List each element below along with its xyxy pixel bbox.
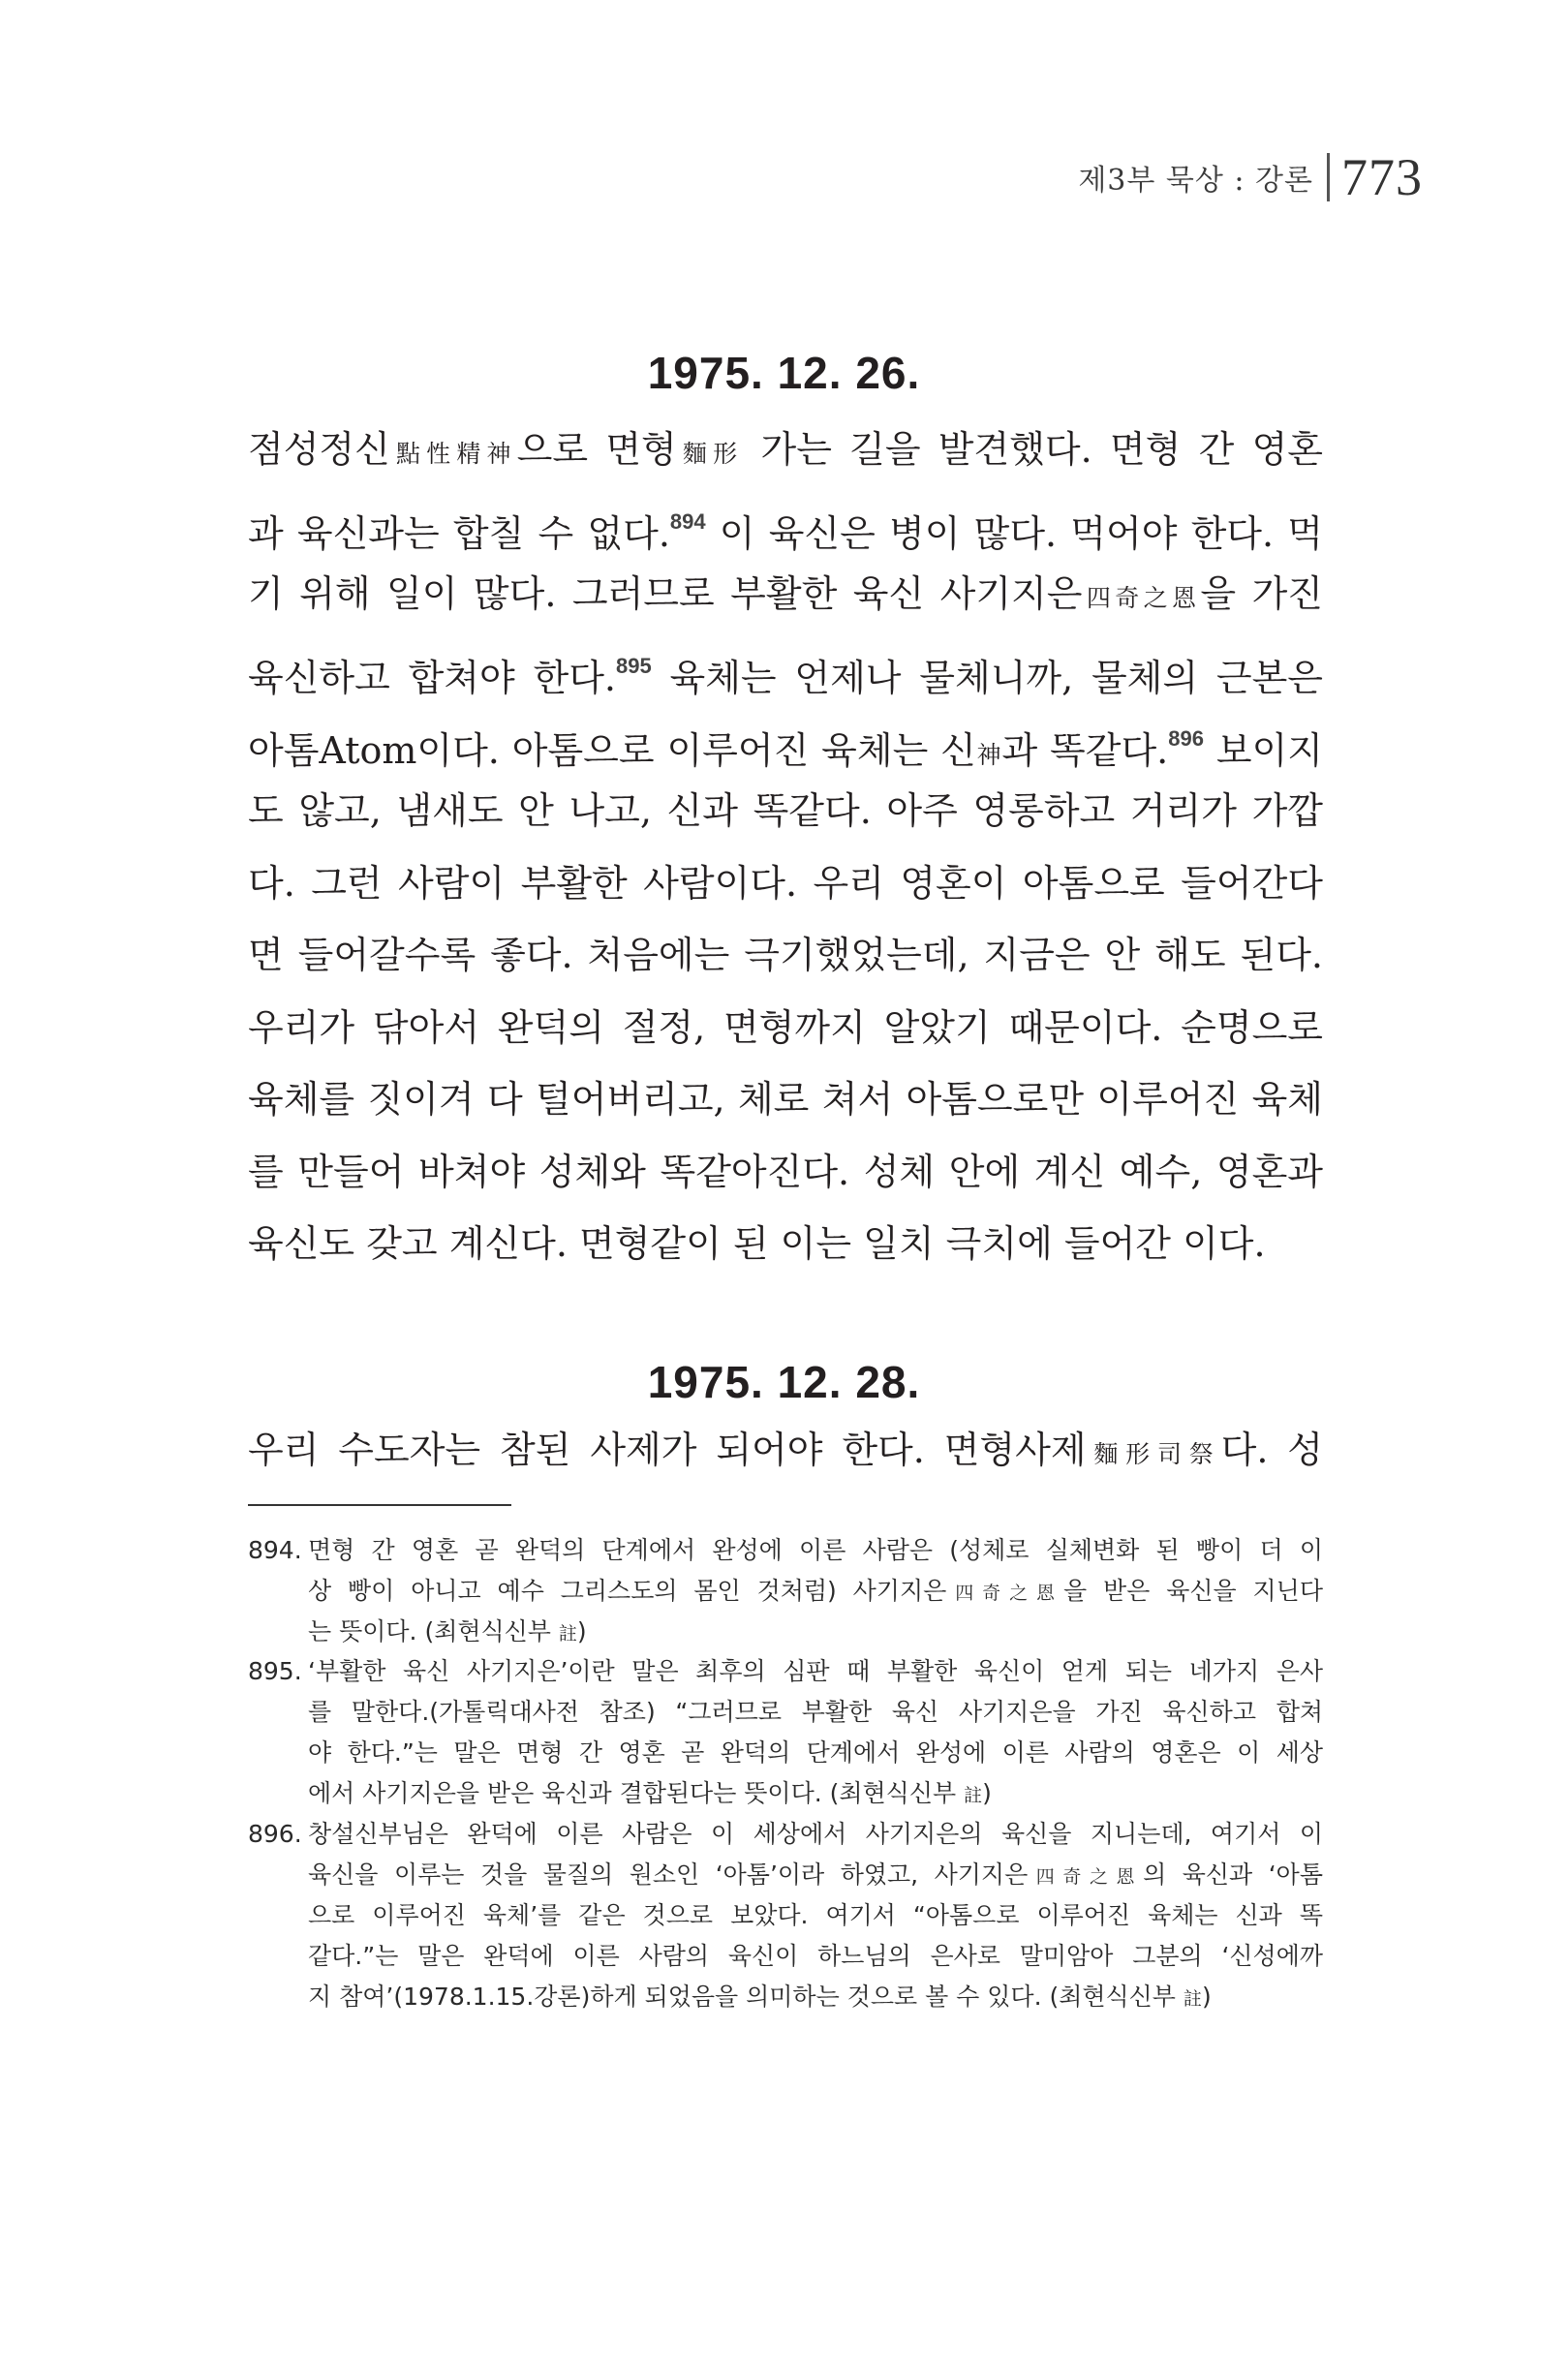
hanja-gloss: 神 xyxy=(975,741,1002,769)
footnote-number: 895. xyxy=(248,1657,302,1685)
hanja-gloss: 註 xyxy=(1183,1988,1202,2010)
hanja-gloss: 麵形司祭 xyxy=(1086,1440,1221,1468)
hanja-gloss: 四奇之恩 xyxy=(1082,584,1201,612)
footnote-896: 지 참여’(1978.1.15.강론)하게 되었음을 의미하는 것으로 볼 수 있다. (최현식신부 註) xyxy=(308,1983,1212,2011)
body-line: 점성정신點性精神으로 면형麵形 가는 길을 발견했다. 면형 간 영혼 xyxy=(248,428,1323,471)
hanja-gloss: 四奇之恩 xyxy=(1028,1866,1144,1888)
hanja-gloss: 麵形 xyxy=(676,440,744,468)
hanja-gloss: 點性精神 xyxy=(389,440,517,468)
footnote-ref: 894 xyxy=(669,509,706,534)
footnote-894: 는 뜻이다. (최현식신부 註) xyxy=(308,1617,587,1645)
footnote-894: 상 빵이 아니고 예수 그리스도의 몸인 것처럼) 사기지은四奇之恩을 받은 육신을 지닌다 xyxy=(308,1577,1323,1605)
entry-date: 1975. 12. 26. xyxy=(647,348,921,398)
footnote-895: 야 한다.”는 말은 면형 간 영혼 곧 완덕의 단계에서 완성에 이른 사람의 영혼은 이 세상 xyxy=(308,1738,1323,1767)
body-line: 를 만들어 바쳐야 성체와 똑같아진다. 성체 안에 계신 예수, 영혼과 xyxy=(248,1151,1323,1193)
body-line: 육신도 갖고 계신다. 면형같이 된 이는 일치 극치에 들어간 이다. xyxy=(248,1222,1266,1265)
body-line: 기 위해 일이 많다. 그러므로 부활한 육신 사기지은四奇之恩을 가진 xyxy=(248,572,1323,615)
body-line: 우리 수도자는 참된 사제가 되어야 한다. 면형사제麵形司祭다. 성 xyxy=(248,1429,1323,1471)
hanja-gloss: 四奇之恩 xyxy=(946,1583,1063,1604)
footnote-895: 895. ‘부활한 육신 사기지은’이란 말은 최후의 심판 때 부활한 육신이 얻게 되는 네가지 은사 xyxy=(248,1654,1323,1689)
body-line: 면 들어갈수록 좋다. 처음에는 극기했었는데, 지금은 안 해도 된다. xyxy=(248,934,1323,976)
footnote-896: 육신을 이루는 것을 물질의 원소인 ‘아톰’이라 하였고, 사기지은四奇之恩의 육신과 ‘아톰 xyxy=(308,1861,1323,1889)
body-line: 육체를 짓이겨 다 털어버리고, 체로 쳐서 아톰으로만 이루어진 육체 xyxy=(248,1078,1323,1121)
entry-date: 1975. 12. 28. xyxy=(647,1357,921,1407)
footnote-894: 894. 면형 간 영혼 곧 완덕의 단계에서 완성에 이른 사람은 (성체로 실체변화 된 빵이 더 이 xyxy=(248,1533,1323,1568)
footnote-896: 896. 창설신부님은 완덕에 이른 사람은 이 세상에서 사기지은의 육신을 지니는데, 여기서 이 xyxy=(248,1817,1323,1852)
footnote-895: 를 말한다.(가톨릭대사전 참조) “그러므로 부활한 육신 사기지은을 가진 육신하고 합쳐 xyxy=(308,1698,1323,1726)
body-line: 아톰Atom이다. 아톰으로 이루어진 육체는 신神과 똑같다.$^{896}$ 보이지 xyxy=(248,726,1323,772)
part-title: 제3부 묵상 : 강론 xyxy=(1078,164,1313,198)
hanja-gloss: 註 xyxy=(558,1623,577,1645)
footnote-895: 에서 사기지은을 받은 육신과 결합된다는 뜻이다. (최현식신부 註) xyxy=(308,1779,992,1807)
header-divider xyxy=(1327,153,1330,201)
footnote-896: 으로 이루어진 육체’를 같은 것으로 보았다. 여기서 “아톰으로 이루어진 육체는 신과 똑 xyxy=(308,1901,1323,1929)
body-line: 육신하고 합쳐야 한다.$^{895}$ 육체는 언제나 물체니까, 물체의 근본은 xyxy=(248,654,1323,699)
footnote-ref: 895 xyxy=(616,654,652,678)
footnote-ref: 896 xyxy=(1168,726,1204,751)
body-line: 도 않고, 냄새도 안 나고, 신과 똑같다. 아주 영롱하고 거리가 가깝 xyxy=(248,789,1323,832)
body-line: 다. 그런 사람이 부활한 사람이다. 우리 영혼이 아톰으로 들어간다 xyxy=(248,862,1323,905)
footnote-number: 896. xyxy=(248,1820,302,1848)
body-line: 우리가 닦아서 완덕의 절정, 면형까지 알았기 때문이다. 순명으로 xyxy=(248,1006,1323,1049)
running-header xyxy=(1078,147,1423,207)
hanja-gloss: 註 xyxy=(964,1785,983,1806)
footnote-separator xyxy=(248,1504,511,1506)
body-line: 과 육신과는 합칠 수 없다.$^{894}$ 이 육신은 병이 많다. 먹어야 한다. 먹 xyxy=(248,509,1323,555)
page-number: 773 xyxy=(1341,148,1423,206)
footnote-number: 894. xyxy=(248,1536,302,1564)
footnote-896: 같다.”는 말은 완덕에 이른 사람의 육신이 하느님의 은사로 말미암아 그분의 ‘신성에까 xyxy=(308,1942,1323,1970)
